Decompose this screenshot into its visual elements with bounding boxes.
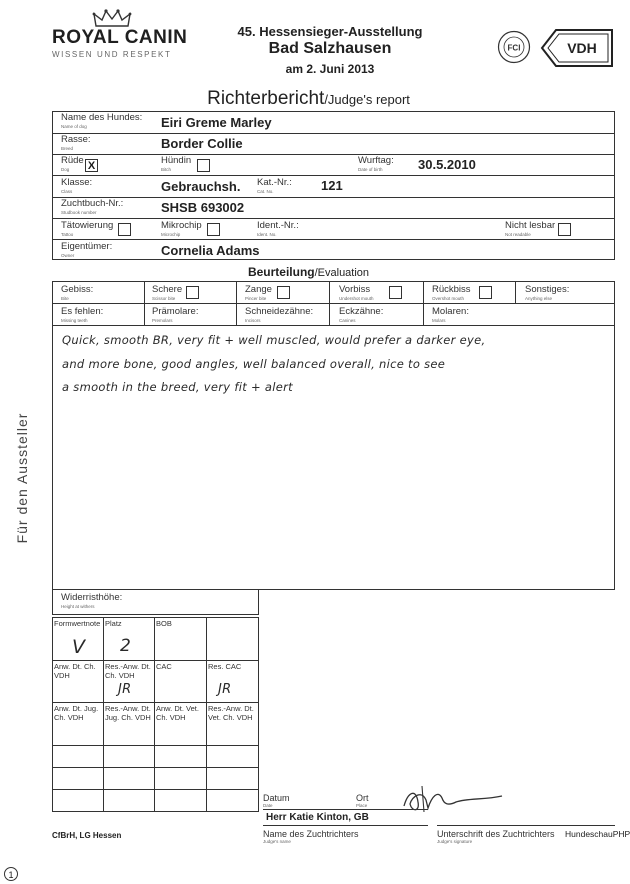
report-title-main: Richterbericht xyxy=(207,88,325,109)
premolars-label: Prämolare: xyxy=(152,306,199,317)
divider xyxy=(206,617,207,812)
divider xyxy=(52,702,259,703)
res-anw-value: JR xyxy=(118,682,132,697)
res-cac-header: Res. CAC xyxy=(208,662,242,671)
brand-tagline: WISSEN UND RESPEKT xyxy=(52,50,172,59)
owner-value: Cornelia Adams xyxy=(161,243,260,258)
microchip-sublabel: Microchip xyxy=(161,232,181,237)
catno-label: Kat.-Nr.: xyxy=(257,177,292,188)
divider xyxy=(103,617,104,812)
res-anw-jug-header: Res.-Anw. Dt. Jug. Ch. VDH xyxy=(105,704,151,722)
pincer-sublabel: Pincer bite xyxy=(245,296,267,301)
divider xyxy=(52,303,615,304)
undershot-sublabel: Undershot mouth xyxy=(339,296,374,301)
crown-icon xyxy=(92,8,132,28)
side-label-text: Für den Aussteller xyxy=(14,412,30,544)
undershot-label: Vorbiss xyxy=(339,284,371,295)
bite-sublabel: Bite xyxy=(61,296,69,301)
owner-label: Eigentümer: xyxy=(61,241,113,252)
divider xyxy=(423,281,424,325)
pincer-checkbox[interactable] xyxy=(277,286,290,299)
signature-icon xyxy=(398,782,508,818)
tattoo-sublabel: Tattoo xyxy=(61,232,74,237)
report-title-sub: /Judge's report xyxy=(324,92,410,107)
tattoo-checkbox[interactable] xyxy=(118,223,131,236)
female-checkbox[interactable] xyxy=(197,159,210,172)
divider xyxy=(515,281,516,303)
molars-label: Molaren: xyxy=(432,306,469,317)
dob-value: 30.5.2010 xyxy=(418,157,476,172)
bite-label: Gebiss: xyxy=(61,284,94,295)
microchip-label: Mikrochip xyxy=(161,220,202,231)
class-value: Gebrauchsh. xyxy=(161,179,241,194)
grade-header: Formwertnote xyxy=(54,619,101,628)
divider xyxy=(52,133,615,134)
studbook-label: Zuchtbuch-Nr.: xyxy=(61,198,124,209)
evaluation-title-main: Beurteilung xyxy=(247,265,315,279)
canines-sublabel: Canines xyxy=(339,318,356,323)
missing-teeth-sublabel: Missing teeth xyxy=(61,318,88,323)
res-anw-vet-header: Res.-Anw. Dt. Vet. Ch. VDH xyxy=(208,704,254,722)
evaluation-note-line: a smooth in the breed, very fit + alert xyxy=(62,380,293,394)
judge-sublabel: Judge's name xyxy=(263,839,291,844)
evaluation-title-sub: /Evaluation xyxy=(314,267,370,279)
place-value: 2 xyxy=(120,636,132,656)
res-cac-value: JR xyxy=(218,682,232,697)
class-sublabel: Class xyxy=(61,189,73,194)
male-checkbox[interactable]: X xyxy=(85,159,98,172)
divider xyxy=(52,660,259,661)
signature-line xyxy=(437,825,615,826)
breed-value: Border Collie xyxy=(161,136,243,151)
missing-teeth-label: Es fehlen: xyxy=(61,306,104,317)
pincer-label: Zange xyxy=(245,284,272,295)
female-label: Hündin xyxy=(161,155,192,166)
divider xyxy=(329,281,330,325)
divider xyxy=(144,281,145,325)
grade-value: V xyxy=(72,636,86,658)
other-label: Sonstiges: xyxy=(525,284,570,295)
signature-label: Unterschrift des Zuchtrichters xyxy=(437,829,555,839)
breed-sublabel: Breed xyxy=(61,146,74,151)
canines-label: Eckzähne: xyxy=(339,306,384,317)
brand-logo: ROYAL CANIN xyxy=(52,27,188,48)
divider xyxy=(52,239,615,240)
dob-sublabel: Date of birth xyxy=(358,167,383,172)
scissor-sublabel: Scissor bite xyxy=(152,296,176,301)
divider xyxy=(236,281,237,325)
anw-jug-header: Anw. Dt. Jug. Ch. VDH xyxy=(54,704,99,722)
divider xyxy=(52,218,615,219)
date-sublabel: Date xyxy=(263,803,273,808)
vdh-logo-icon xyxy=(540,26,614,70)
dog-name-value: Eiri Greme Marley xyxy=(161,115,272,130)
divider xyxy=(52,767,259,768)
undershot-checkbox[interactable] xyxy=(389,286,402,299)
catno-value: 121 xyxy=(321,178,343,193)
place-sublabel: Place xyxy=(356,803,368,808)
overshot-checkbox[interactable] xyxy=(479,286,492,299)
place-header: Platz xyxy=(105,619,122,628)
studbook-value: SHSB 693002 xyxy=(161,200,245,215)
judge-name-line xyxy=(263,825,428,826)
ident-sublabel: Ident. No. xyxy=(257,232,277,237)
judge-name-value: Herr Katie Kinton, GB xyxy=(266,812,369,823)
tattoo-label: Tätowierung xyxy=(61,220,114,231)
other-sublabel: Anything else xyxy=(525,296,553,301)
event-location: Bad Salzhausen xyxy=(268,40,392,57)
molars-sublabel: Molars xyxy=(432,318,446,323)
anw-vet-header: Anw. Dt. Vet. Ch. VDH xyxy=(156,704,199,722)
divider xyxy=(52,175,615,176)
vdh-text: VDH xyxy=(567,40,597,56)
divider xyxy=(52,154,615,155)
premolars-sublabel: Premolars xyxy=(152,318,173,323)
evaluation-title xyxy=(0,265,617,279)
scissor-label: Schere xyxy=(152,284,183,295)
divider xyxy=(52,325,615,326)
incisors-sublabel: Incisors xyxy=(245,318,261,323)
bob-header: BOB xyxy=(156,619,172,628)
owner-sublabel: Owner xyxy=(61,253,75,258)
female-sublabel: Bitch xyxy=(161,167,172,172)
anw-dt-ch-header: Anw. Dt. Ch. VDH xyxy=(54,662,96,680)
evaluation-box xyxy=(52,281,615,590)
side-label xyxy=(12,380,30,570)
male-label: Rüde xyxy=(61,155,84,166)
event-date: am 2. Juni 2013 xyxy=(285,62,375,76)
date-label: Datum xyxy=(263,793,290,803)
judge-label: Name des Zuchtrichters xyxy=(263,829,359,839)
signature-sublabel: Judge's signature xyxy=(437,839,473,844)
ident-label: Ident.-Nr.: xyxy=(257,220,299,231)
breed-label: Rasse: xyxy=(61,134,91,145)
stamp-text: HundeschauPHP xyxy=(565,829,630,839)
male-sublabel: Dog xyxy=(61,167,70,172)
microchip-checkbox[interactable] xyxy=(207,223,220,236)
dog-name-label: Name des Hundes: xyxy=(61,112,143,123)
overshot-label: Rückbiss xyxy=(432,284,471,295)
dob-label: Wurftag: xyxy=(358,155,394,166)
cac-header: CAC xyxy=(156,662,172,671)
place-label: Ort xyxy=(356,793,369,803)
page-number: 1 xyxy=(4,867,18,881)
scissor-checkbox[interactable] xyxy=(186,286,199,299)
dog-name-sublabel: Name of dog xyxy=(61,124,87,129)
catno-sublabel: Cat. No. xyxy=(257,189,274,194)
event-title: 45. Hessensieger-Ausstellung xyxy=(237,24,423,39)
divider xyxy=(52,197,615,198)
fci-text: FCI xyxy=(507,43,521,53)
divider xyxy=(52,745,259,746)
incisors-label: Schneidezähne: xyxy=(245,306,314,317)
studbook-sublabel: Studbook number xyxy=(61,210,97,215)
unreadable-sublabel: Not readable xyxy=(505,232,531,237)
res-anw-dt-ch-header: Res.-Anw. Dt. Ch. VDH xyxy=(105,662,151,680)
overshot-sublabel: Overshot mouth xyxy=(432,296,465,301)
fci-logo-icon xyxy=(497,30,531,64)
club-name: CfBrH, LG Hessen xyxy=(52,831,122,840)
class-label: Klasse: xyxy=(61,177,93,188)
evaluation-note-line: Quick, smooth BR, very fit + well muscled, would prefer a darker eye, xyxy=(62,333,486,347)
report-title xyxy=(0,88,617,110)
divider xyxy=(52,789,259,790)
evaluation-note-line: and more bone, good angles, well balanced overall, nice to see xyxy=(62,357,446,371)
unreadable-label: Nicht lesbar xyxy=(505,220,556,231)
withers-label: Widerristhöhe: xyxy=(61,592,123,603)
unreadable-checkbox[interactable] xyxy=(558,223,571,236)
withers-sublabel: Height at withers xyxy=(61,604,95,609)
